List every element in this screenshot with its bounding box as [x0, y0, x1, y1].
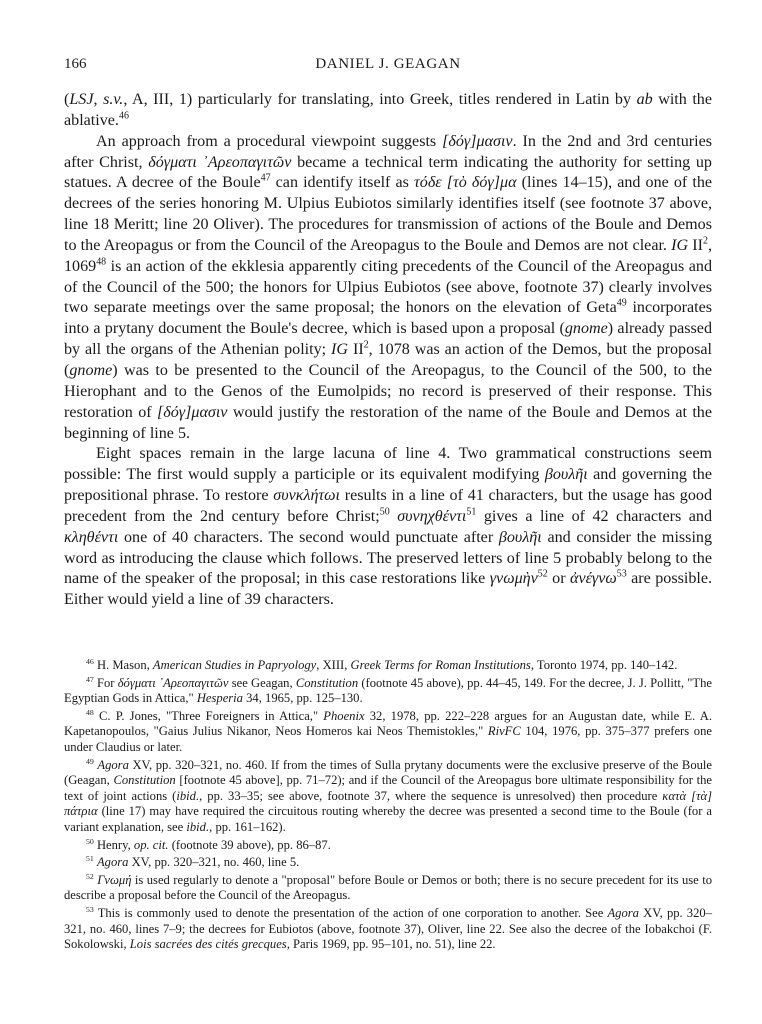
footnote-ref-46: 46: [118, 110, 129, 122]
paragraph-procedural: An approach from a procedural viewpoint suggests [δόγ]μασιν. In the 2nd and 3rd centuries after Christ, δόγματι ᾿Αρεοπαγιτῶν became a technical term indicating the authority for setting up statues. A decree of the Boule$^{47}$ can identify itself as τόδε [τὸ δόγ]μα (lines 14–15), and one of the decrees of the series honoring M. Ulpius Eubiotos similarly identifies itself (see footnote 37 above, line 18 Meritt; line 20 Oliver). The procedures for transmission of actions of the Boule and Demos to the Areopagus or from the Council of the Areopagus to the Boule and Demos are not clear. IG $II^2$, 1069$^{48}$ is an action of the ekklesia apparently citing precedents of the Council of the Areopagus and of the Council of the 500; the honors for Ulpius Eubiotos (see above, footnote 37) clearly involves two separate meetings over the same proposal; the honors on the elevation of Geta$^{49}$ incorporates into a prytany document the Boule's decree, which is based upon a proposal (gnome) already passed by all the organs of the Athenian polity; IG $II^2$, 1078 was an action of the Demos, but the proposal (gnome) was to be presented to the Council of the Areopagus, to the Council of the 500, to the Hierophant and to the Genos of the Eumolpids; no record is preserved of their response. This restoration of [δόγ]μασιν would justify the restoration of the name of the Boule and Demos at the beginning of line 5.: [64, 132, 713, 442]
footnote-47: $^{47}$ For δόγματι ᾿Αρεοπαγιτῶν see Geagan, Constitution (footnote 45 above), pp. 44–45, 149. For the decree, J. J. Pollitt, "The Egyptian Gods in Attica," Hesperia 34, 1965, pp. 125–130.: [64, 674, 713, 706]
footnote-48: $^{48}$ C. P. Jones, "Three Foreigners in Attica," Phoenix 32, 1978, pp. 222–228 argues for an Augustan date, while E. A. Kapetanopoulos, "Gaius Julius Nikanor, Neos Homeros kai Neos Themistokles," RivFC 104, 1976, pp. 375–377 prefers one under Claudius or later.: [64, 707, 712, 754]
paragraph-continuation: (LSJ, s.v., A, III, 1) particularly for translating, into Greek, titles rendered in Latin by ab with the ablative.$^{46}$: [64, 91, 713, 129]
footnote-ref-53: 53: [616, 569, 627, 581]
running-head: DANIEL J. GEAGAN: [315, 56, 461, 72]
footnote-ref-47: 47: [260, 173, 271, 185]
footnote-ref-52: 52: [537, 569, 548, 581]
footnote-50: $^{50}$ Henry, op. cit. (footnote 39 above), pp. 86–87.: [86, 836, 331, 852]
footnote-49: $^{49}$ Agora XV, pp. 320–321, no. 460. If from the times of Sulla prytany documents were the exclusive preserve of the Boule (Geagan, Constitution [footnote 45 above], pp. 71–72); and if the Council of the Areopagus bore ultimate responsibility for the text of joint actions (ibid., pp. 33–35; see above, footnote 37, where the sequence is unresolved) then procedure κατὰ [τὰ] πάτρια (line 17) may have required the circuitous routing whereby the decree was presented a second time to the Boule (for a variant explanation, see ibid., pp. 161–162).: [64, 756, 712, 834]
paragraph-lacuna: Eight spaces remain in the large lacuna of line 4. Two grammatical constructions seem possible: The first would supply a participle or its equivalent modifying βουλῆι and governing the prepositional phrase. To restore συνκλήτωι results in a line of 41 characters, but the usage has good precedent from the 2nd century before Christ;$^{50}$ συνηχθέντι$^{51}$ gives a line of 42 characters and κληθέντι one of 40 characters. The second would punctuate after βουλῆι and consider the missing word as introducing the clause which follows. The preserved letters of line 5 probably belong to the name of the speaker of the proposal; in this case restorations like γνωμὴν$^{52}$ or ἀνέγνω$^{53}$ are possible. Either would yield a line of 39 characters.: [64, 445, 713, 609]
footnotes: [64, 658, 712, 955]
footnote-ref-50: 50: [379, 506, 390, 518]
page-number: 166: [64, 56, 87, 72]
footnote-ref-48: 48: [96, 256, 107, 268]
footnote-ref-49: 49: [616, 298, 627, 310]
footnote-ref-51: 51: [466, 506, 477, 518]
footnote-52: $^{52}$ Γνωμή is used regularly to denote a "proposal" before Boule or Demos or both; there is no secure precedent for its use to describe a proposal before the Council of the Areopagus.: [64, 871, 712, 903]
page-header: [64, 56, 712, 76]
footnote-53: $^{53}$ This is commonly used to denote the presentation of the action of one corporation to another. See Agora XV, pp. 320–321, no. 460, lines 7–9; the decrees for Eubiotos (above, footnote 37), Oliver, line 22. See also the decree of the Iobakchoi (F. Sokolowski, Lois sacrées des cités grecques, Paris 1969, pp. 95–101, no. 51), line 22.: [64, 904, 712, 952]
footnote-46: $^{46}$ H. Mason, American Studies in Papryology, XIII, Greek Terms for Roman Institutions, Toronto 1974, pp. 140–142.: [86, 656, 678, 672]
footnote-51: $^{51}$ Agora XV, pp. 320–321, no. 460, line 5.: [86, 853, 300, 870]
body-text: [64, 90, 712, 611]
